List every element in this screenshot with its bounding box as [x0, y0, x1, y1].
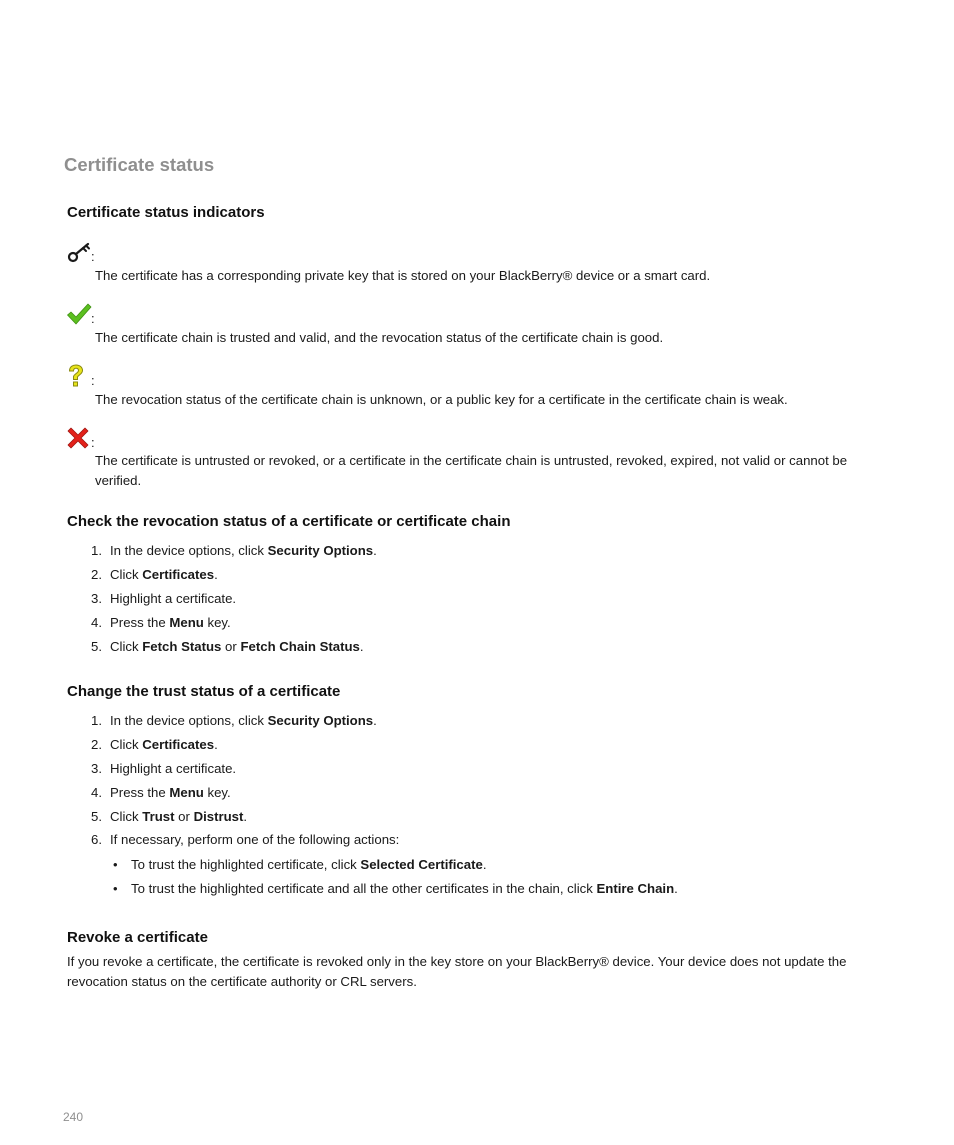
change-trust-steps	[80, 709, 900, 852]
indicator-question	[66, 364, 896, 407]
revoke-heading: Revoke a certificate	[67, 929, 208, 946]
indicator-check	[66, 302, 896, 345]
list-item: 1. In the device options, click Security Options.	[91, 713, 377, 729]
list-item: 3. Highlight a certificate.	[91, 590, 237, 606]
list-item: 2. Click Certificates.	[91, 737, 218, 753]
revoke-description: If you revoke a certificate, the certificate is revoked only in the key store on your BlackBerry® device. Your device does not update the revocation status on the certificate authority or CRL servers.	[67, 954, 847, 989]
list-item: 4. Press the Menu key.	[91, 784, 231, 800]
check-revocation-steps	[80, 539, 900, 658]
list-item: • To trust the highlighted certificate, click Selected Certificate.	[113, 856, 487, 872]
change-trust-heading: Change the trust status of a certificate	[67, 683, 341, 700]
page-number: 240	[63, 1110, 84, 1124]
list-item: 4. Press the Menu key.	[91, 614, 231, 630]
check-icon	[66, 302, 90, 326]
indicator-description: The certificate has a corresponding private key that is stored on your BlackBerry® device or a smart card.	[95, 268, 711, 283]
list-item: 1. In the device options, click Security Options.	[91, 543, 377, 559]
check-revocation-heading: Check the revocation status of a certificate or certificate chain	[67, 513, 511, 530]
key-icon	[66, 240, 90, 264]
indicator-colon: :	[91, 373, 95, 388]
question-icon	[66, 364, 90, 388]
list-item: • To trust the highlighted certificate and all the other certificates in the chain, click Entire Chain.	[113, 880, 678, 896]
list-item: 5. Click Fetch Status or Fetch Chain Status.	[91, 638, 364, 654]
list-item: 2. Click Certificates.	[91, 567, 218, 583]
indicators-heading: Certificate status indicators	[67, 204, 265, 221]
change-trust-sub-items	[113, 852, 903, 900]
indicator-colon: :	[91, 311, 95, 326]
indicator-cross	[66, 426, 896, 488]
indicator-key	[66, 240, 896, 283]
list-item: 3. Highlight a certificate.	[91, 760, 237, 776]
bullet: •	[113, 856, 118, 872]
indicator-description: The revocation status of the certificate chain is unknown, or a public key for a certificate in the certificate chain is weak.	[95, 392, 788, 407]
indicator-description: The certificate chain is trusted and valid, and the revocation status of the certificate chain is good.	[95, 330, 664, 345]
indicator-colon: :	[91, 249, 95, 264]
bullet: •	[113, 880, 118, 896]
indicator-description: The certificate is untrusted or revoked, or a certificate in the certificate chain is untrusted, revoked, expired, not valid or cannot be verified.	[95, 453, 848, 488]
indicator-colon: :	[91, 435, 95, 450]
list-item: 5. Click Trust or Distrust.	[91, 808, 248, 824]
list-item: 6. If necessary, perform one of the following actions:	[91, 832, 400, 848]
section-title: Certificate status	[64, 154, 215, 175]
cross-icon	[66, 426, 90, 450]
